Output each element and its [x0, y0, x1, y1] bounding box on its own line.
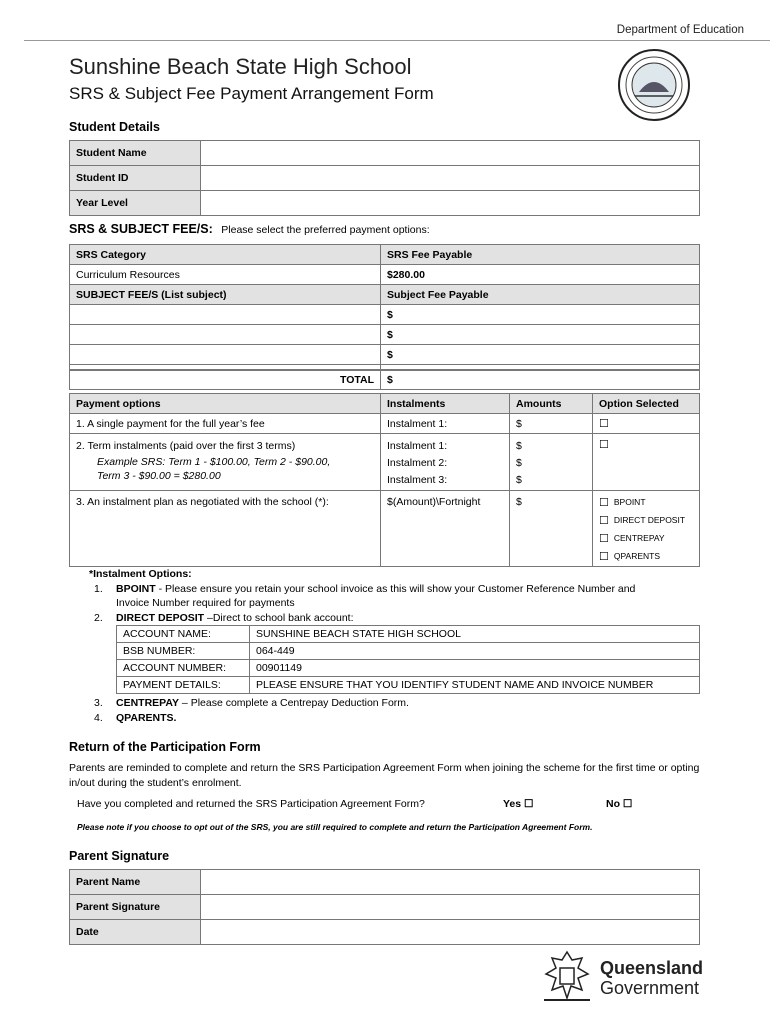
subject-input[interactable]: [70, 345, 381, 365]
bsb-label: BSB NUMBER:: [117, 643, 250, 660]
qparents-option[interactable]: [599, 547, 693, 565]
bank-details-table: [116, 625, 700, 694]
option-3-instalment: $(Amount)\Fortnight: [381, 491, 510, 567]
fees-heading: SRS & SUBJECT FEE/S:: [69, 222, 213, 236]
header-divider: [24, 40, 770, 41]
account-name-label: ACCOUNT NAME:: [117, 626, 250, 643]
srs-fee-value: $280.00: [381, 265, 700, 285]
year-level-label: Year Level: [70, 191, 201, 216]
option-1-amount[interactable]: $: [510, 414, 593, 434]
payment-options-header: Payment options: [70, 394, 381, 414]
checkbox[interactable]: ☐: [599, 496, 609, 509]
bpoint-label: BPOINT: [116, 583, 156, 595]
participation-text: Parents are reminded to complete and return the SRS Participation Agreement Form when joining the scheme for the first time or opting in/out during the student’s enrolment.: [69, 762, 700, 789]
list-number: 1.: [94, 583, 103, 595]
choice-label: QPARENTS: [613, 551, 661, 561]
bpoint-item: [94, 582, 704, 610]
qparents-label: QPARENTS.: [116, 712, 177, 724]
instalment-label: Instalment 2:: [387, 457, 448, 469]
subject-fee-cell[interactable]: $: [381, 305, 700, 325]
date-label: Date: [70, 920, 201, 945]
school-name: Sunshine Beach State High School: [69, 54, 412, 79]
account-number-value: 00901149: [250, 660, 700, 677]
fees-table: [69, 244, 700, 390]
parent-signature-field[interactable]: [201, 895, 700, 920]
option-2-example-line2: Term 3 - $90.00 = $280.00: [97, 470, 221, 482]
list-number: 2.: [94, 612, 103, 624]
centrepay-label: CENTREPAY: [116, 697, 180, 709]
bpoint-text: - Please ensure you retain your school invoice as this will show your Customer Reference Number and: [155, 583, 636, 595]
account-number-label: ACCOUNT NUMBER:: [117, 660, 250, 677]
instalment-options-heading: *Instalment Options:: [89, 568, 192, 580]
centrepay-option[interactable]: [599, 529, 693, 547]
centrepay-text: – Please complete a Centrepay Deduction Form.: [179, 697, 409, 709]
yes-checkbox[interactable]: Yes ☐: [503, 798, 534, 810]
subject-fee-cell[interactable]: $: [381, 345, 700, 365]
option-2-example-line1: Example SRS: Term 1 - $100.00, Term 2 - $90.00,: [97, 456, 331, 468]
school-crest-logo: [617, 48, 691, 122]
option-selected-header: Option Selected: [593, 394, 700, 414]
subject-fee-payable-header: Subject Fee Payable: [381, 285, 700, 305]
year-level-field[interactable]: [201, 191, 700, 216]
option-2-cell: [70, 434, 381, 491]
student-details-table: [69, 140, 700, 216]
qparents-item: [94, 711, 176, 725]
date-field[interactable]: [201, 920, 700, 945]
checkbox[interactable]: ☐: [599, 550, 609, 563]
choice-label: DIRECT DEPOSIT: [613, 515, 686, 525]
qld-logo-line1: Queensland: [600, 958, 704, 978]
instalments-header: Instalments: [381, 394, 510, 414]
fees-instruction: Please select the preferred payment options:: [221, 224, 430, 236]
participation-heading: Return of the Participation Form: [69, 740, 261, 754]
subject-fee-header: SUBJECT FEE/S (List subject): [70, 285, 381, 305]
option-2-example: [76, 455, 374, 483]
subject-input[interactable]: [70, 325, 381, 345]
student-name-label: Student Name: [70, 141, 201, 166]
bpoint-text-2: Invoice Number required for payments: [116, 597, 295, 609]
option-2-label: 2. Term instalments (paid over the first 3 terms): [76, 440, 296, 452]
payment-details-label: PAYMENT DETAILS:: [117, 677, 250, 694]
srs-fee-header: SRS Fee Payable: [381, 245, 700, 265]
no-checkbox[interactable]: No ☐: [606, 798, 633, 810]
centrepay-item: [94, 696, 409, 710]
participation-question: Have you completed and returned the SRS Participation Agreement Form?: [77, 798, 425, 810]
amount-field[interactable]: $: [516, 474, 522, 486]
form-title: SRS & Subject Fee Payment Arrangement Form: [69, 84, 434, 103]
option-3-choices: [593, 491, 700, 567]
amount-field[interactable]: $: [516, 457, 522, 469]
checkbox[interactable]: ☐: [599, 514, 609, 527]
srs-category-value: Curriculum Resources: [70, 265, 381, 285]
direct-deposit-label: DIRECT DEPOSIT: [116, 612, 205, 624]
instalment-label: Instalment 1:: [387, 440, 448, 452]
srs-category-header: SRS Category: [70, 245, 381, 265]
option-1-checkbox[interactable]: ☐: [593, 414, 700, 434]
option-2-instalments: [381, 434, 510, 491]
choice-label: BPOINT: [613, 497, 646, 507]
total-label: TOTAL: [70, 370, 381, 390]
option-1-label: 1. A single payment for the full year’s fee: [70, 414, 381, 434]
option-1-instalment: Instalment 1:: [381, 414, 510, 434]
option-3-amount[interactable]: $: [510, 491, 593, 567]
amount-field[interactable]: $: [516, 440, 522, 452]
parent-signature-heading: Parent Signature: [69, 849, 170, 863]
option-2-amounts[interactable]: [510, 434, 593, 491]
amounts-header: Amounts: [510, 394, 593, 414]
subject-input[interactable]: [70, 305, 381, 325]
direct-deposit-option[interactable]: [599, 511, 693, 529]
account-name-value: SUNSHINE BEACH STATE HIGH SCHOOL: [250, 626, 700, 643]
opt-out-note: Please note if you choose to opt out of the SRS, you are still required to complete and return the Participation Agreement Form.: [77, 822, 593, 832]
qld-logo-line2: Government: [600, 978, 700, 998]
parent-signature-table: [69, 869, 700, 945]
student-id-field[interactable]: [201, 166, 700, 191]
fees-heading-row: [69, 222, 430, 236]
bsb-value: 064-449: [250, 643, 700, 660]
student-id-label: Student ID: [70, 166, 201, 191]
checkbox[interactable]: ☐: [599, 532, 609, 545]
department-label: Department of Education: [616, 24, 744, 36]
option-3-label: 3. An instalment plan as negotiated with the school (*):: [70, 491, 381, 567]
list-number: 4.: [94, 712, 103, 724]
student-name-field[interactable]: [201, 141, 700, 166]
parent-name-field[interactable]: [201, 870, 700, 895]
payment-options-table: [69, 393, 700, 567]
subject-fee-cell[interactable]: $: [381, 325, 700, 345]
instalment-label: Instalment 3:: [387, 474, 448, 486]
payment-details-value: PLEASE ENSURE THAT YOU IDENTIFY STUDENT NAME AND INVOICE NUMBER: [250, 677, 700, 694]
choice-label: CENTREPAY: [613, 533, 665, 543]
parent-signature-label: Parent Signature: [70, 895, 201, 920]
bpoint-option[interactable]: [599, 493, 693, 511]
student-details-heading: Student Details: [69, 120, 160, 134]
parent-name-label: Parent Name: [70, 870, 201, 895]
direct-deposit-text: –Direct to school bank account:: [204, 612, 354, 624]
queensland-crest-icon: [538, 948, 596, 1004]
direct-deposit-item: [94, 611, 354, 625]
total-value[interactable]: $: [381, 370, 700, 390]
list-number: 3.: [94, 697, 103, 709]
option-2-checkbox[interactable]: ☐: [593, 434, 700, 491]
